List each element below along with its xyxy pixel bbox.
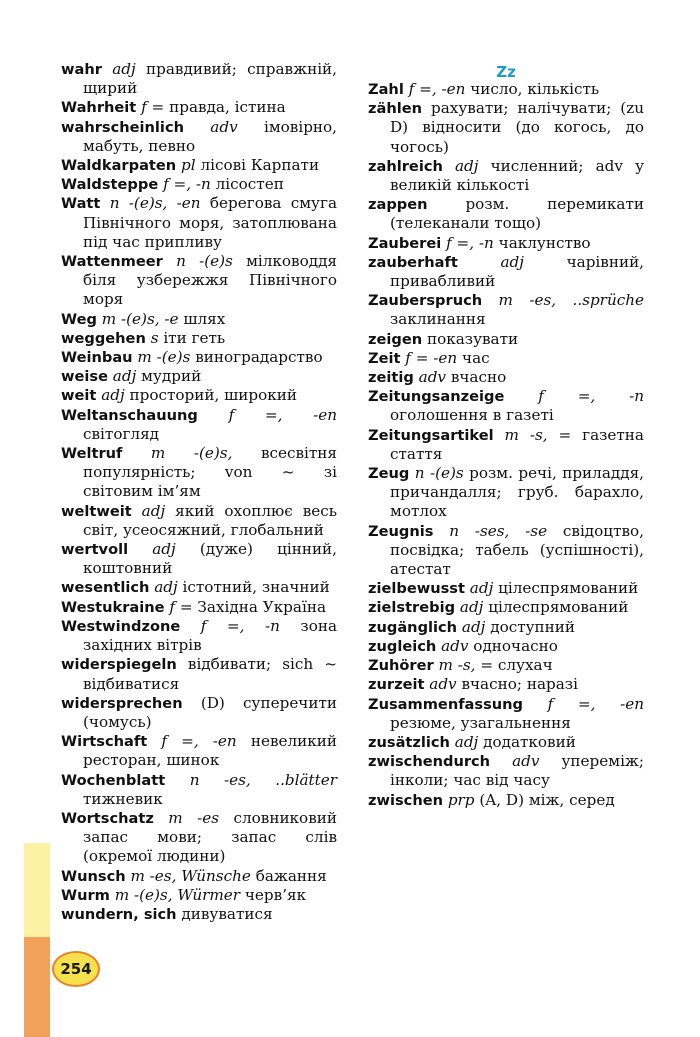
dictionary-entry [61,598,337,617]
dictionary-entry [61,905,337,924]
dictionary-entry [61,386,337,405]
headword: Zeug [368,465,410,483]
dictionary-entry [61,329,337,348]
dictionary-entry [61,118,337,156]
grammar-note: f =, -n [446,233,494,252]
translation: розм. речі, приладдя, причандалля; груб. барахло, мотлох [390,464,644,521]
dictionary-entry [61,502,337,540]
headword: Zusammenfassung [368,695,524,713]
headword: wahrscheinlich [61,118,184,136]
grammar-note: adv [512,752,540,771]
headword: zeigen [368,330,423,348]
translation: бажання [255,866,327,885]
dictionary-entry [61,578,337,597]
headword: zeitig [368,369,414,387]
dictionary-entry [368,195,644,233]
dictionary-entry [61,694,337,732]
grammar-note: m -es, Wünsche [130,866,251,885]
page-number-badge [52,951,100,987]
translation: вчасно; наразі [461,675,578,694]
headword: Westukraine [61,598,165,616]
dictionary-entry [368,675,644,694]
translation: правда, істина [169,98,286,117]
dictionary-entry [61,348,337,367]
dictionary-entry [61,444,337,502]
dictionary-entry [61,367,337,386]
section-letter-heading: Zz [496,63,516,81]
headword: Weinbau [61,349,133,367]
grammar-note: f = -en [405,348,458,367]
translation: словниковий запас мови; запас слів (окремої людини) [83,808,337,866]
translation: (D) суперечити (чомусь) [83,693,338,731]
dictionary-entry [368,291,644,329]
grammar-note: m -(e)s, -e [101,309,179,328]
translation: слухач [497,656,553,675]
dictionary-entry [368,656,644,675]
dictionary-entry [368,99,644,157]
grammar-note: n -ses, -se [449,521,548,540]
translation: шлях [183,309,226,328]
grammar-note: adv [429,675,457,694]
dictionary-column-left [61,60,337,924]
headword: widerspiegeln [61,656,177,674]
translation: виноградарство [195,348,323,367]
page-number: 254 [60,960,92,978]
headword: Zauberspruch [368,292,483,310]
dictionary-entry [61,406,337,444]
grammar-note: adv [441,636,469,655]
dictionary-entry [368,349,644,368]
translation: тижневик [83,789,163,808]
translation: імовірно, мабуть, певно [83,117,338,155]
dictionary-entry [368,330,644,349]
headword: Wattenmeer [61,253,163,271]
headword: weit [61,387,97,405]
dictionary-entry [61,540,337,578]
headword: widersprechen [61,694,183,712]
grammar-note: n -es, ..blätter [189,770,337,789]
dictionary-entry [368,733,644,752]
grammar-note: f =, -n [200,616,280,635]
grammar-note: adj [454,732,479,751]
grammar-note: n -(e)s [414,464,464,483]
grammar-note: f =, -n [163,175,211,194]
headword: zugleich [368,637,437,655]
dictionary-entry [368,695,644,733]
grammar-note: n -(e)s, -en [109,194,201,213]
dictionary-entry [368,368,644,387]
translation: зона західних вітрів [83,616,338,655]
headword: Weg [61,310,97,328]
translation: цілеспрямований [488,598,629,617]
grammar-note: m -s, = [438,656,494,675]
headword: wesentlich [61,579,150,597]
grammar-note: m -(e)s, [150,444,233,463]
dictionary-column-right [368,60,644,810]
translation: показувати [426,329,519,348]
headword: Zeit [368,349,401,367]
grammar-note: adj [454,156,479,175]
dictionary-entry [61,156,337,175]
grammar-note: f =, -en [228,405,338,424]
headword: zwischendurch [368,753,491,771]
translation: оголошення в газеті [390,406,554,425]
headword: weltweit [61,502,132,520]
grammar-note: m -(e)s, Würmer [114,885,241,904]
headword: zwischen [368,791,443,809]
headword: Watt [61,195,101,213]
translation: одночасно [473,636,558,655]
translation: світогляд [83,424,159,443]
grammar-note: m -(e)s [137,348,191,367]
dictionary-entry [368,522,644,580]
translation: який охоплює весь світ, усеосяжний, глобальний [83,501,338,539]
dictionary-entry [368,157,644,195]
grammar-note: n -(e)s [176,252,233,271]
headword: Wirtschaft [61,733,148,751]
dictionary-entry [61,60,337,98]
dictionary-entry [61,867,337,886]
dictionary-entry [61,732,337,770]
headword: Waldkarpaten [61,157,177,175]
grammar-note: adj [461,617,486,636]
headword: Weltanschauung [61,406,198,424]
grammar-note: adj [112,60,136,78]
headword: wertvoll [61,541,129,559]
headword: wahr [61,61,102,78]
dictionary-entry [61,771,337,809]
translation: цілеспрямований [498,579,639,598]
dictionary-entry [368,464,644,522]
translation: іти геть [163,328,226,347]
headword: Wahrheit [61,99,137,117]
headword: zurzeit [368,676,425,694]
grammar-note: adj [469,579,494,598]
translation: мілководдя біля узбережжя Північного моря [83,252,338,309]
translation: берегова смуга Північного моря, затоплювана під час припливу [83,194,338,251]
translation: мудрий [141,367,202,386]
headword: wundern, sich [61,905,177,923]
translation: рахувати; налічувати; (zu D) відносити (до когось, до чогось) [390,99,645,156]
dictionary-entry [368,387,644,425]
grammar-note: adj [152,540,176,559]
grammar-note: m -s, = [504,425,572,444]
dictionary-entry [368,618,644,637]
headword: Zuhörer [368,657,434,675]
dictionary-entry [61,194,337,252]
translation: лісостеп [215,175,284,194]
grammar-note: f =, -en [408,80,466,98]
dictionary-entry [368,80,644,99]
dictionary-entry [61,252,337,310]
dictionary-entry [61,98,337,117]
headword: zauberhaft [368,253,458,271]
dictionary-entry [368,579,644,598]
translation: численний; adv у великій кількості [390,156,645,195]
headword: Wochenblatt [61,771,166,789]
translation: газетна стаття [390,425,644,463]
grammar-note: adj [112,367,137,386]
dictionary-entry [61,175,337,194]
headword: Wunsch [61,867,126,885]
headword: zugänglich [368,618,458,636]
dictionary-entry [61,886,337,905]
grammar-note: adv [418,368,447,387]
grammar-note: adj [500,252,524,271]
translation: черв’як [244,885,307,904]
dictionary-entry [61,655,337,693]
dictionary-entry [368,791,644,810]
translation: упереміж; інколи; час від часу [390,752,645,790]
grammar-note: f =, -en [547,694,645,713]
dictionary-entry [61,809,337,867]
headword: Zeugnis [368,522,434,540]
translation: резюме, узагальнення [390,713,571,732]
headword: Weltruf [61,445,123,463]
grammar-note: m -es, ..sprüche [498,291,644,310]
translation: відбивати; sich ~ відбиватися [83,655,338,693]
translation: розм. перемикати (телеканали тощо) [390,195,644,233]
translation: просторий, широкий [129,386,298,405]
headword: Waldsteppe [61,176,159,194]
grammar-note: adj [154,578,178,597]
grammar-note: adj [101,386,125,405]
headword: zielstrebig [368,599,456,617]
translation: лісові Карпати [200,156,320,175]
translation: доступний [490,617,576,636]
translation: свідоцтво, посвідка; табель (успішності), атестат [390,521,644,579]
headword: Zahl [368,81,404,98]
headword: weise [61,368,108,386]
headword: Westwindzone [61,617,181,635]
grammar-note: prp [447,790,475,809]
grammar-note: adj [141,501,166,520]
translation: (дуже) цінний, коштовний [83,540,338,578]
dictionary-entry [368,637,644,656]
dictionary-entry [368,253,644,291]
headword: weggehen [61,329,146,347]
grammar-note: pl [181,156,196,175]
translation: додатковий [483,732,576,751]
headword: zählen [368,100,423,118]
grammar-note: adj [459,598,484,617]
translation: Західна Україна [197,597,326,616]
headword: Zeitungsartikel [368,426,494,444]
dictionary-entry [368,234,644,253]
dictionary-entry [61,617,337,655]
translation: (A, D) між, серед [479,790,615,809]
page-edge-accent [24,937,50,1037]
headword: zahlreich [368,157,443,175]
translation: чарівний, привабливий [390,252,645,291]
grammar-note: f =, -en [161,732,237,751]
translation: істотний, значний [182,578,330,597]
headword: zappen [368,196,428,214]
headword: Zeitungsanzeige [368,388,505,406]
grammar-note: adv [210,117,238,136]
headword: zusätzlich [368,733,450,751]
translation: невеликий ресторан, шинок [83,732,337,770]
grammar-note: f = [169,597,193,616]
headword: Wurm [61,886,110,904]
translation: дивуватися [181,904,273,923]
grammar-note: f = [141,98,165,117]
translation: число, кількість [470,80,600,98]
dictionary-entry [368,598,644,617]
translation: всесвітня популярність; von ~ зі світовим ім’ям [83,444,338,501]
headword: Zauberei [368,234,442,252]
headword: zielbewusst [368,580,465,598]
grammar-note: m -es [168,808,220,827]
grammar-note: s [150,328,159,347]
translation: вчасно [450,368,507,387]
grammar-note: f =, -n [538,387,645,406]
translation: правдивий; справжній, щирий [83,60,337,98]
translation: чаклунство [498,233,591,252]
headword: Wortschatz [61,809,154,827]
translation: час [462,348,490,367]
dictionary-entry [61,310,337,329]
dictionary-entry [368,752,644,790]
translation: заклинання [390,310,486,329]
dictionary-entry [368,426,644,464]
